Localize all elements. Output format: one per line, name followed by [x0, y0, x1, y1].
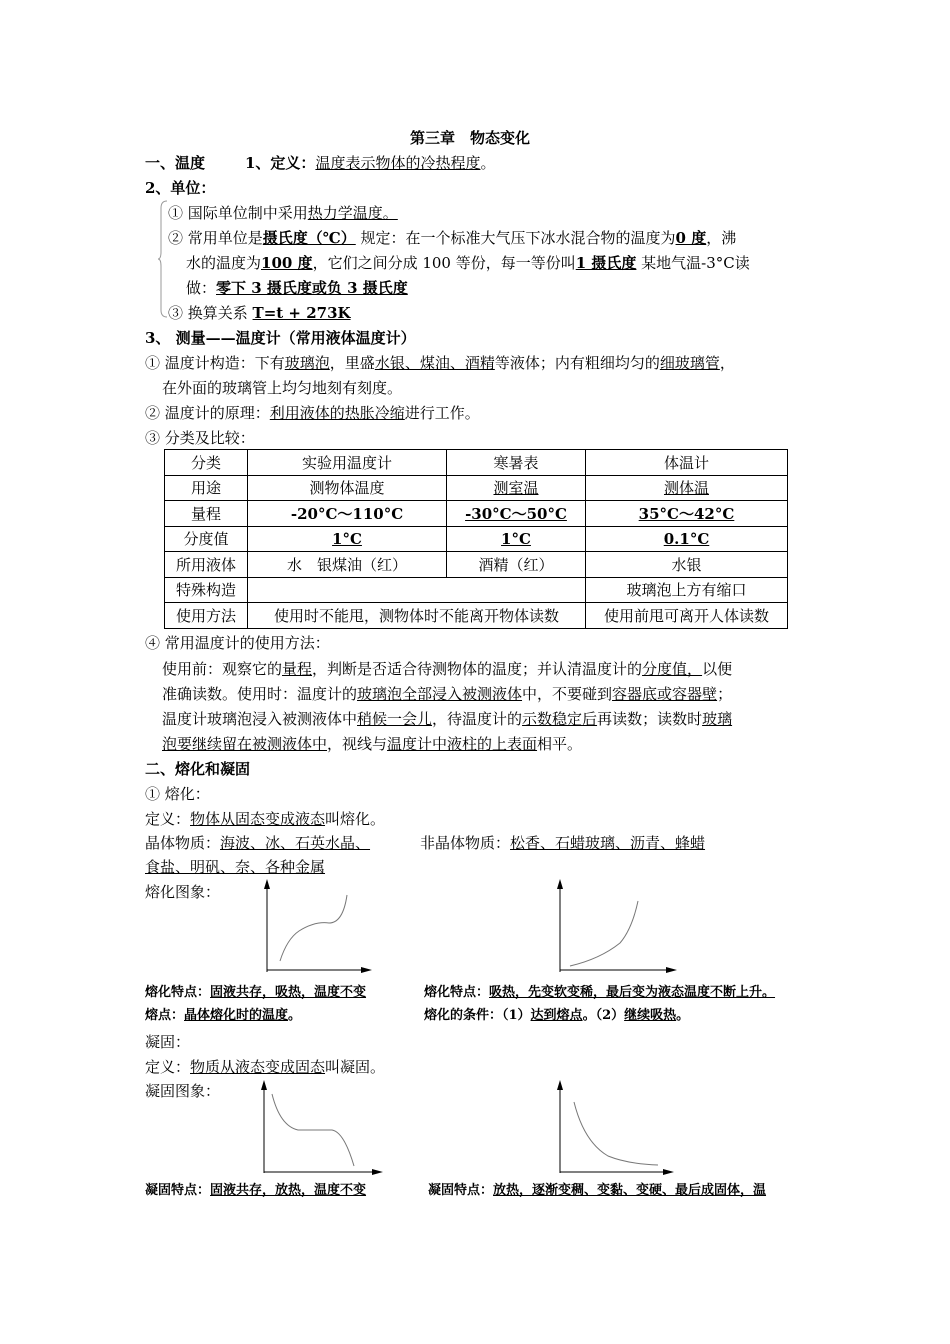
table-cell: 测体温 — [586, 475, 788, 501]
solidification-graph-label: 凝固图象： — [145, 1082, 221, 1100]
table-cell: 1°C — [248, 526, 447, 552]
table-cell: 使用前甩可离开人体读数 — [586, 603, 788, 629]
table-cell: 量程 — [165, 501, 248, 527]
solidification-definition: 定义：物质从液态变成固态叫凝固。 — [145, 1058, 386, 1076]
noncrystal-solidification-graph — [548, 1076, 680, 1178]
table-cell: 用途 — [165, 475, 248, 501]
thermometer-comparison-table — [164, 449, 788, 629]
table-cell: 玻璃泡上方有缩口 — [586, 577, 788, 603]
table-cell: 所用液体 — [165, 552, 248, 578]
table-cell: 使用时不能甩，测物体时不能离开物体读数 — [248, 603, 586, 629]
crystal-melting-graph — [255, 877, 375, 979]
table-row — [165, 577, 788, 603]
crystal-solidification-graph — [252, 1076, 388, 1178]
measure-heading: 3、 测量——温度计（常用液体温度计） — [145, 329, 416, 347]
table-cell: 酒精（红） — [447, 552, 586, 578]
usage-line-3: 温度计玻璃泡浸入被测液体中稍候一会儿，待温度计的示数稳定后再读数；读数时玻璃 — [162, 710, 733, 728]
melting-graph-label: 熔化图象： — [145, 883, 221, 901]
table-row — [165, 526, 788, 552]
temperature-definition: 1、定义：温度表示物体的冷热程度。 — [245, 154, 496, 172]
melting-point: 熔点：晶体熔化时的温度。 — [145, 1008, 302, 1023]
unit-line-5: ③ 换算关系 T=t + 273K — [168, 304, 351, 322]
noncrystal-substances: 非晶体物质：松香、石蜡玻璃、沥青、蜂蜡 — [420, 834, 706, 852]
table-row — [165, 450, 788, 476]
usage-line-1: 使用前：观察它的量程，判断是否适合待测物体的温度；并认清温度计的分度值，以便 — [162, 660, 733, 678]
unit-line-3: 水的温度为100 度，它们之间分成 100 等份，每一等份叫1 摄氏度 某地气温-3°C读 — [186, 254, 750, 272]
table-cell: 寒暑表 — [447, 450, 586, 476]
section-melting-heading: 二、熔化和凝固 — [145, 760, 251, 778]
table-cell: 水 银煤油（红） — [248, 552, 447, 578]
table-cell: 使用方法 — [165, 603, 248, 629]
unit-line-2: ② 常用单位是摄氏度（℃） 规定：在一个标准大气压下冰水混合物的温度为0 度，沸 — [168, 229, 737, 247]
thermometer-principle: ② 温度计的原理：利用液体的热胀冷缩进行工作。 — [145, 404, 480, 422]
unit-heading: 2、单位： — [145, 179, 216, 197]
table-row — [165, 552, 788, 578]
crystal-substances: 晶体物质：海波、冰、石英水晶、 — [145, 834, 371, 852]
crystal-melting-features: 熔化特点：固液共存，吸热，温度不变 — [145, 985, 367, 1000]
usage-heading: ④ 常用温度计的使用方法： — [145, 634, 330, 652]
table-cell: 测物体温度 — [248, 475, 447, 501]
table-cell: 水银 — [586, 552, 788, 578]
noncrystal-melting-features: 熔化特点：吸热，先变软变稀，最后变为液态温度不断上升。 — [424, 985, 776, 1000]
unit-line-1: ① 国际单位制中采用热力学温度。 — [168, 204, 398, 222]
unit-line-4: 做：零下 3 摄氏度或负 3 摄氏度 — [186, 279, 408, 297]
classification-heading: ③ 分类及比较： — [145, 429, 255, 447]
noncrystal-solidification-features: 凝固特点：放热，逐渐变稠、变黏、变硬、最后成固体，温 — [428, 1183, 767, 1198]
table-cell: -20°C～110°C — [248, 501, 447, 527]
table-row — [165, 501, 788, 527]
table-cell: 分类 — [165, 450, 248, 476]
table-cell: -30°C～50°C — [447, 501, 586, 527]
table-cell: 特殊构造 — [165, 577, 248, 603]
melting-conditions: 熔化的条件：（1）达到熔点。（2）继续吸热。 — [424, 1008, 690, 1023]
thermometer-structure: ① 温度计构造：下有玻璃泡，里盛水银、煤油、酒精等液体；内有粗细均匀的细玻璃管， — [145, 354, 735, 372]
brace-icon — [158, 200, 168, 318]
table-cell: 1°C — [447, 526, 586, 552]
thermometer-structure-cont: 在外面的玻璃管上均匀地刻有刻度。 — [162, 379, 403, 397]
table-cell: 测室温 — [447, 475, 586, 501]
melting-definition: 定义：物体从固态变成液态叫熔化。 — [145, 810, 386, 828]
crystal-substances-cont: 食盐、明矾、奈、各种金属 — [145, 858, 326, 876]
table-cell: 体温计 — [586, 450, 788, 476]
page-title: 第三章 物态变化 — [410, 129, 531, 147]
table-cell: 实验用温度计 — [248, 450, 447, 476]
usage-line-4: 泡要继续留在被测液体中，视线与温度计中液柱的上表面相平。 — [162, 735, 583, 753]
table-row — [165, 475, 788, 501]
table-row — [165, 603, 788, 629]
usage-line-2: 准确读数。使用时：温度计的玻璃泡全部浸入被测液体中，不要碰到容器底或容器壁； — [162, 685, 733, 703]
solidification-heading: 凝固： — [145, 1033, 191, 1051]
table-cell: 0.1°C — [586, 526, 788, 552]
melting-heading: ① 熔化： — [145, 785, 210, 803]
crystal-solidification-features: 凝固特点：固液共存，放热，温度不变 — [145, 1183, 367, 1198]
table-cell: 分度值 — [165, 526, 248, 552]
noncrystal-melting-graph — [550, 877, 680, 979]
table-cell — [248, 577, 586, 603]
table-cell: 35°C～42°C — [586, 501, 788, 527]
section-temperature-heading: 一、温度 — [145, 154, 206, 172]
